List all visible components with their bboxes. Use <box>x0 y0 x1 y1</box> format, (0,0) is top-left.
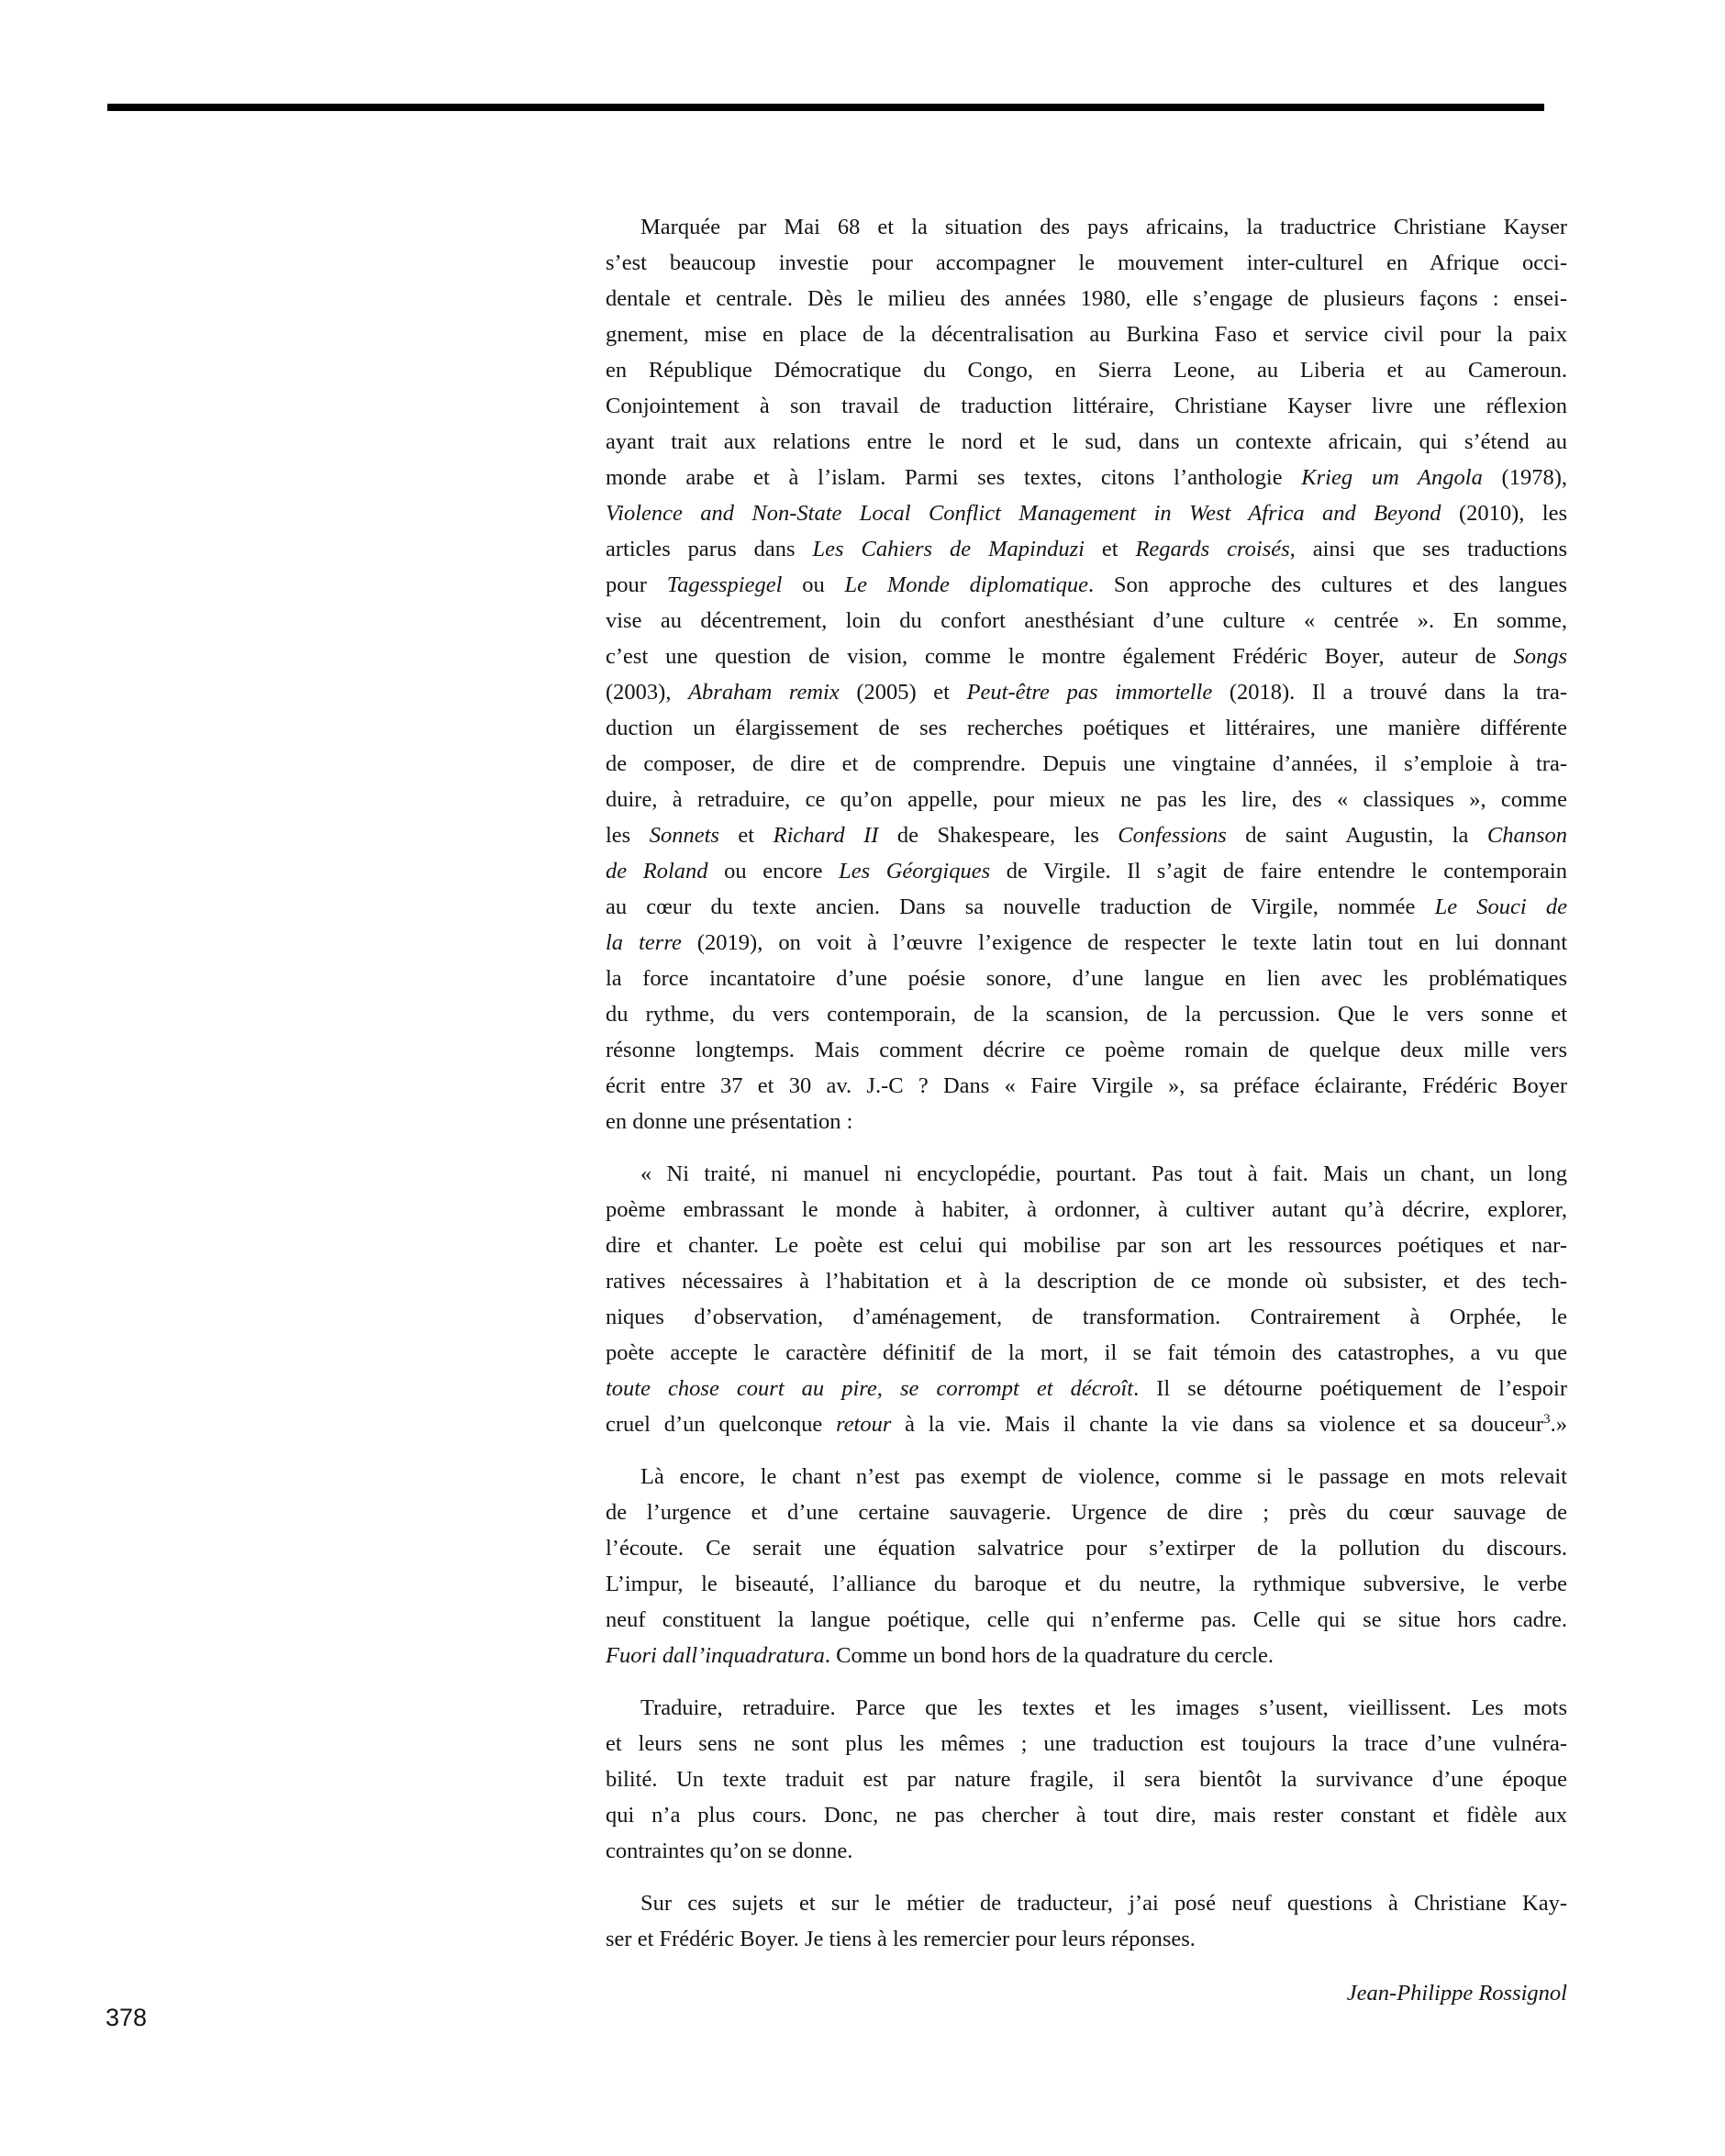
text-line: écrit entre 37 et 30 av. J.-C ? Dans « Faire Virgile », sa préface éclairante, Frédéric Boyer <box>606 1073 1567 1098</box>
paragraph <box>606 1885 1567 1957</box>
text-line: et leurs sens ne sont plus les mêmes ; une traduction est toujours la trace d’une vulnéra- <box>606 1731 1567 1756</box>
text-line: L’impur, le biseauté, l’alliance du baroque et du neutre, la rythmique subversive, le verbe <box>606 1572 1567 1596</box>
text-line: monde arabe et à l’islam. Parmi ses textes, citons l’anthologie Krieg um Angola (1978), <box>606 465 1567 490</box>
paragraph <box>606 1690 1567 1869</box>
text-line: Traduire, retraduire. Parce que les textes et les images s’usent, vieillissent. Les mots <box>640 1695 1567 1720</box>
text-line: gnement, mise en place de la décentralisation au Burkina Faso et service civil pour la paix <box>606 322 1567 347</box>
text-line: Conjointement à son travail de traduction littéraire, Christiane Kayser livre une réflexion <box>606 394 1567 418</box>
text-line: (2003), Abraham remix (2005) et Peut-être pas immortelle (2018). Il a trouvé dans la tra- <box>606 680 1567 705</box>
text-line: « Ni traité, ni manuel ni encyclopédie, pourtant. Pas tout à fait. Mais un chant, un long <box>640 1161 1567 1186</box>
text-line: de l’urgence et d’une certaine sauvagerie. Urgence de dire ; près du cœur sauvage de <box>606 1500 1567 1525</box>
text-line: dentale et centrale. Dès le milieu des années 1980, elle s’engage de plusieurs façons : ensei- <box>606 286 1567 311</box>
author-signature: Jean-Philippe Rossignol <box>1346 1981 1567 2006</box>
text-line: la force incantatoire d’une poésie sonore, d’une langue en lien avec les problématiques <box>606 966 1567 991</box>
text-line: de composer, de dire et de comprendre. Depuis une vingtaine d’années, il s’emploie à tra- <box>606 751 1567 776</box>
text-line: poète accepte le caractère définitif de la mort, il se fait témoin des catastrophes, a vu que <box>606 1340 1567 1365</box>
text-line: toute chose court au pire, se corrompt et décroît. Il se détourne poétiquement de l’espoir <box>606 1376 1568 1401</box>
paragraph <box>606 1156 1567 1442</box>
text-line: contraintes qu’on se donne. <box>606 1839 853 1863</box>
text-line: Fuori dall’inquadratura. Comme un bond hors de la quadrature du cercle. <box>606 1643 1274 1668</box>
text-line: pour Tagesspiegel ou Le Monde diplomatique. Son approche des cultures et des langues <box>606 572 1567 597</box>
text-line: c’est une question de vision, comme le montre également Frédéric Boyer, auteur de Songs <box>606 644 1567 669</box>
text-line: ayant trait aux relations entre le nord et le sud, dans un contexte africain, qui s’étend au <box>606 429 1567 454</box>
text-line: vise au décentrement, loin du confort anesthésiant d’une culture « centrée ». En somme, <box>606 608 1567 633</box>
text-line: duction un élargissement de ses recherches poétiques et littéraires, une manière différente <box>606 716 1567 740</box>
text-line: poème embrassant le monde à habiter, à ordonner, à cultiver autant qu’à décrire, explorer, <box>606 1197 1567 1222</box>
text-line: l’écoute. Ce serait une équation salvatrice pour s’extirper de la pollution du discours. <box>606 1536 1567 1561</box>
text-line: s’est beaucoup investie pour accompagner le mouvement inter-culturel en Afrique occi- <box>606 250 1567 275</box>
paragraph <box>606 209 1567 1139</box>
paragraph <box>606 1459 1567 1673</box>
text-line: ser et Frédéric Boyer. Je tiens à les remercier pour leurs réponses. <box>606 1927 1196 1951</box>
text-line: en République Démocratique du Congo, en Sierra Leone, au Liberia et au Cameroun. <box>606 358 1567 383</box>
text-line: en donne une présentation : <box>606 1109 853 1134</box>
text-line: Là encore, le chant n’est pas exempt de violence, comme si le passage en mots relevait <box>640 1464 1567 1489</box>
text-line: Violence and Non-State Local Conflict Management in West Africa and Beyond (2010), les <box>606 501 1567 526</box>
paragraphs-container <box>606 209 1567 1957</box>
text-line: ratives nécessaires à l’habitation et à la description de ce monde où subsister, et des tech- <box>606 1269 1567 1294</box>
text-line: la terre (2019), on voit à l’œuvre l’exigence de respecter le texte latin tout en lui donnant <box>606 930 1568 955</box>
text-line: bilité. Un texte traduit est par nature fragile, il sera bientôt la survivance d’une époque <box>606 1767 1567 1792</box>
text-line: dire et chanter. Le poète est celui qui mobilise par son art les ressources poétiques et nar- <box>606 1233 1567 1258</box>
text-line: Sur ces sujets et sur le métier de traducteur, j’ai posé neuf questions à Christiane Kay- <box>640 1891 1567 1916</box>
text-line: résonne longtemps. Mais comment décrire ce poème romain de quelque deux mille vers <box>606 1038 1567 1062</box>
top-rule-divider <box>107 104 1544 111</box>
text-line: du rythme, du vers contemporain, de la scansion, de la percussion. Que le vers sonne et <box>606 1002 1567 1027</box>
text-line: au cœur du texte ancien. Dans sa nouvelle traduction de Virgile, nommée Le Souci de <box>606 895 1567 919</box>
text-line: les Sonnets et Richard II de Shakespeare, les Confessions de saint Augustin, la Chanson <box>606 823 1568 848</box>
text-line: niques d’observation, d’aménagement, de transformation. Contrairement à Orphée, le <box>606 1305 1567 1329</box>
page-number: 378 <box>106 2004 148 2031</box>
text-line: Marquée par Mai 68 et la situation des pays africains, la traductrice Christiane Kayser <box>640 215 1567 239</box>
text-line: qui n’a plus cours. Donc, ne pas chercher à tout dire, mais rester constant et fidèle aux <box>606 1803 1567 1828</box>
text-line: articles parus dans Les Cahiers de Mapinduzi et Regards croisés, ainsi que ses traductions <box>606 537 1568 561</box>
text-line: neuf constituent la langue poétique, celle qui n’enferme pas. Celle qui se situe hors cadre. <box>606 1607 1567 1632</box>
body-text <box>606 209 1567 2011</box>
text-line: de Roland ou encore Les Géorgiques de Virgile. Il s’agit de faire entendre le contemporain <box>606 859 1567 884</box>
text-line: cruel d’un quelconque retour à la vie. Mais il chante la vie dans sa violence et sa douceur$^3$.» <box>606 1410 1567 1437</box>
text-line: duire, à retraduire, ce qu’on appelle, pour mieux ne pas les lire, des « classiques », comme <box>606 787 1567 812</box>
